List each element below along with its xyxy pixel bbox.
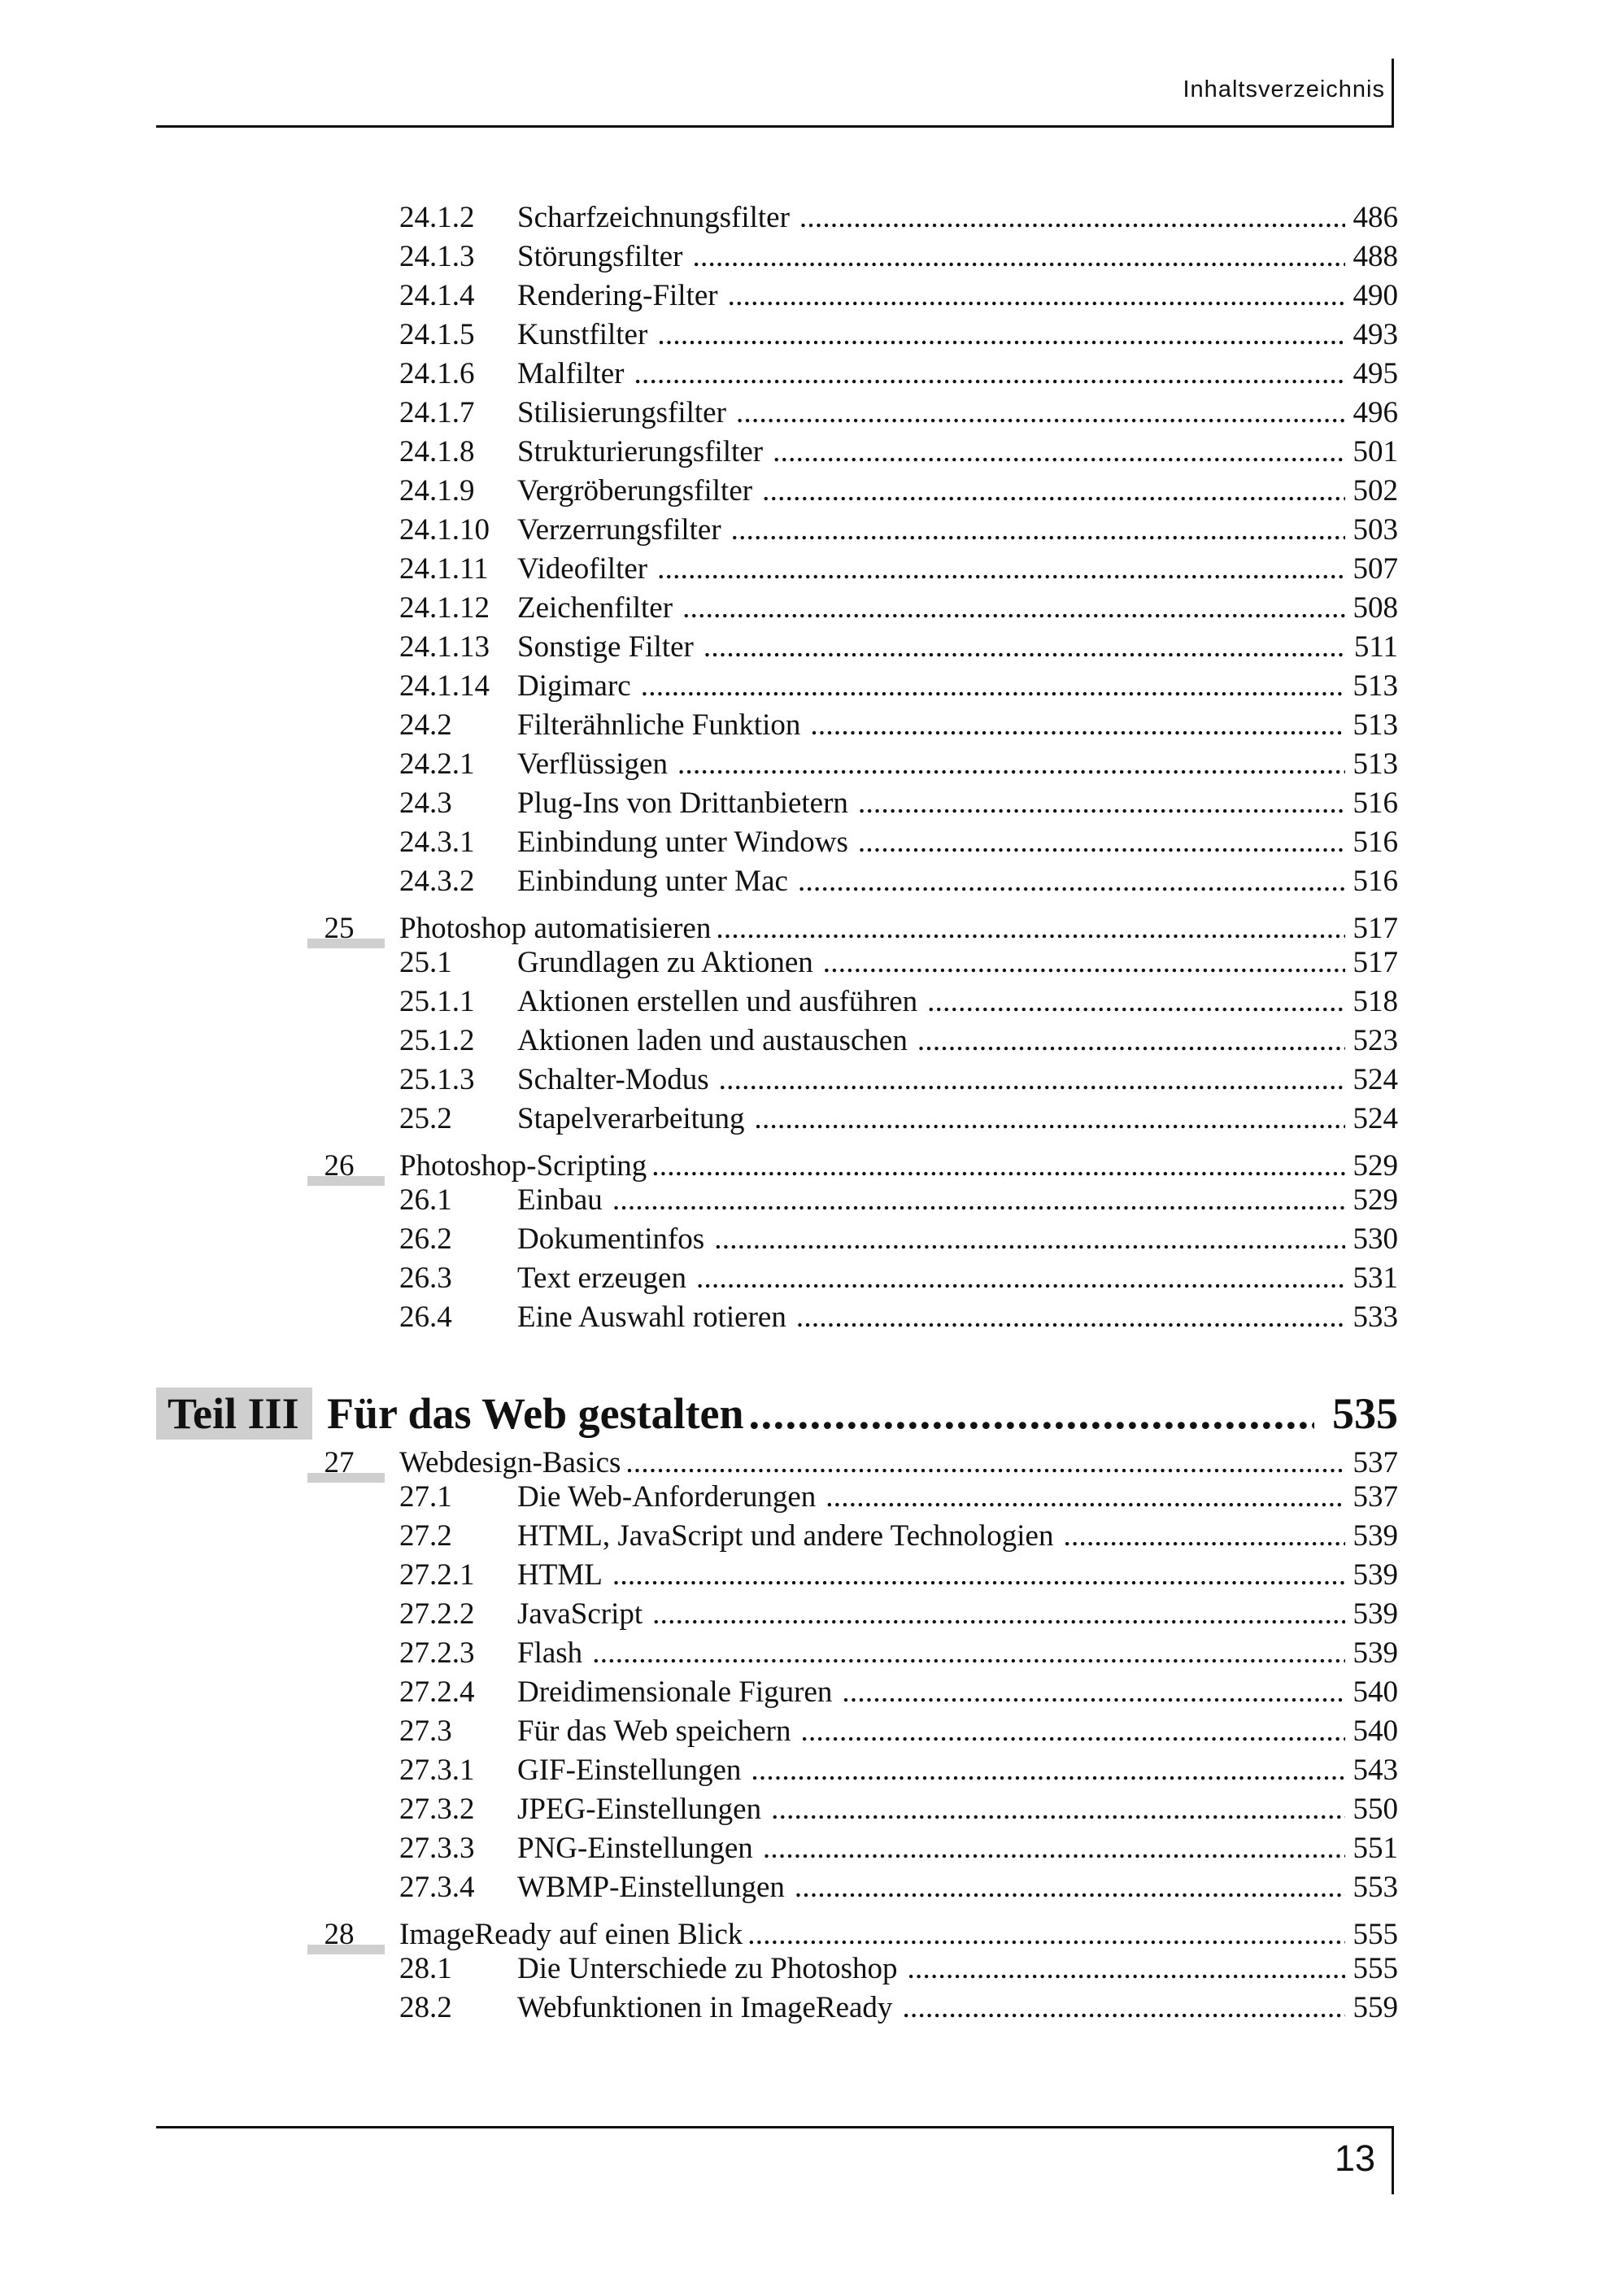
- toc-entry[interactable]: [399, 356, 1398, 392]
- entry-number: 24.1.6: [399, 357, 475, 390]
- leader-dots: [641, 669, 1345, 704]
- leader-dots: [927, 984, 1344, 1020]
- leader-dots: [696, 1261, 1345, 1296]
- entry-line: [517, 1101, 1398, 1137]
- entry-page: 530: [1353, 1222, 1398, 1256]
- toc-entry[interactable]: [399, 590, 1398, 626]
- entry-page: 551: [1353, 1832, 1398, 1865]
- entry-line: [517, 747, 1398, 782]
- toc-entry[interactable]: [399, 1597, 1398, 1632]
- chapter-number: 25: [324, 912, 355, 945]
- leader-dots: [657, 551, 1344, 587]
- entry-title: Rendering-Filter: [517, 279, 718, 312]
- entry-line: [517, 1792, 1398, 1828]
- entry-title: Strukturierungsfilter: [517, 435, 764, 468]
- entry-number: 26.1: [399, 1183, 452, 1217]
- footer-rule: [156, 2126, 1394, 2128]
- entry-title: WBMP-Einstellungen: [517, 1871, 785, 1904]
- leader-dots: [682, 590, 1344, 626]
- entry-title: HTML, JavaScript und andere Technologien: [517, 1519, 1054, 1553]
- toc-entry[interactable]: [399, 1222, 1398, 1257]
- toc-entry[interactable]: [399, 1558, 1398, 1593]
- toc-entry[interactable]: [399, 1518, 1398, 1554]
- toc-entry[interactable]: [399, 1753, 1398, 1788]
- toc-chapter-entry[interactable]: [307, 1148, 1398, 1184]
- entry-title: Photoshop-Scripting: [399, 1149, 647, 1183]
- entry-title: Dokumentinfos: [517, 1222, 705, 1256]
- leader-dots: [1063, 1518, 1344, 1554]
- entry-page: 539: [1353, 1558, 1398, 1592]
- part-leader-dots: [749, 1388, 1314, 1440]
- leader-dots: [652, 1597, 1344, 1632]
- leader-dots: [762, 473, 1344, 509]
- entry-line: [517, 786, 1398, 821]
- entry-line: [517, 1062, 1398, 1098]
- entry-line: [517, 1300, 1398, 1335]
- entry-title: GIF-Einstellungen: [517, 1754, 742, 1787]
- chapter-number: 27: [324, 1446, 355, 1479]
- entry-page: 540: [1353, 1675, 1398, 1709]
- leader-dots: [625, 1445, 1344, 1481]
- entry-title: Stapelverarbeitung: [517, 1102, 745, 1135]
- leader-dots: [773, 434, 1344, 470]
- entry-title: Filterähnliche Funktion: [517, 708, 801, 742]
- entry-number: 27.2.2: [399, 1597, 475, 1631]
- entry-line: [517, 239, 1398, 275]
- toc-entry[interactable]: [399, 708, 1398, 743]
- toc-chapter-entry[interactable]: [307, 911, 1398, 947]
- entry-page: 518: [1353, 985, 1398, 1018]
- entry-page: 493: [1353, 318, 1398, 351]
- leader-dots: [825, 1479, 1344, 1515]
- entry-number: 24.2: [399, 708, 452, 742]
- entry-number: 28.1: [399, 1952, 452, 1985]
- part-label: Teil III: [156, 1388, 312, 1440]
- entry-number: 27.2.1: [399, 1558, 475, 1592]
- toc-entry[interactable]: [399, 278, 1398, 314]
- entry-title: Flash: [517, 1636, 583, 1670]
- entry-number: 27.2.3: [399, 1636, 475, 1670]
- entry-number: 26.3: [399, 1261, 452, 1295]
- toc-chapter-entry[interactable]: [307, 1445, 1398, 1481]
- toc-entry[interactable]: [399, 551, 1398, 587]
- entry-number: 27.3: [399, 1714, 452, 1748]
- entry-page: 511: [1353, 630, 1398, 664]
- entry-title: Einbau: [517, 1183, 603, 1217]
- entry-line: [517, 395, 1398, 431]
- entry-page: 540: [1353, 1714, 1398, 1748]
- leader-dots: [795, 1870, 1345, 1906]
- entry-number: 24.1.11: [399, 552, 489, 586]
- toc-entry[interactable]: [399, 1023, 1398, 1059]
- entry-line: [517, 1597, 1398, 1632]
- entry-line: [517, 945, 1398, 981]
- leader-dots: [719, 1062, 1345, 1098]
- entry-title: Grundlagen zu Aktionen: [517, 946, 813, 979]
- entry-page: 517: [1353, 912, 1398, 945]
- entry-title: Die Unterschiede zu Photoshop: [517, 1952, 898, 1985]
- entry-page: 496: [1353, 396, 1398, 429]
- entry-line: [517, 278, 1398, 314]
- part-page: 535: [1332, 1389, 1398, 1438]
- leader-dots: [714, 1222, 1344, 1257]
- leader-dots: [634, 356, 1345, 392]
- leader-dots: [858, 786, 1345, 821]
- entry-title: Eine Auswahl rotieren: [517, 1300, 786, 1334]
- entry-line: [517, 630, 1398, 665]
- entry-page: 486: [1353, 201, 1398, 234]
- entry-line: [517, 669, 1398, 704]
- entry-page: 550: [1353, 1793, 1398, 1826]
- entry-number: 24.1.4: [399, 279, 475, 312]
- entry-line: [517, 1518, 1398, 1554]
- entry-page: 555: [1353, 1952, 1398, 1985]
- entry-page: 513: [1353, 708, 1398, 742]
- toc-entry[interactable]: [399, 1183, 1398, 1218]
- entry-number: 24.1.7: [399, 396, 475, 429]
- entry-number: 24.1.12: [399, 591, 490, 625]
- entry-title: Stilisierungsfilter: [517, 396, 726, 429]
- toc-entry[interactable]: [399, 239, 1398, 275]
- entry-page: 539: [1353, 1519, 1398, 1553]
- entry-line: [399, 911, 1398, 947]
- leader-dots: [798, 864, 1345, 900]
- entry-line: [517, 1831, 1398, 1867]
- entry-number: 24.1.5: [399, 318, 475, 351]
- part-line: [327, 1388, 1398, 1440]
- part-title: Für das Web gestalten: [327, 1389, 744, 1438]
- entry-page: 495: [1353, 357, 1398, 390]
- toc-entry[interactable]: [399, 1101, 1398, 1137]
- entry-number: 27.1: [399, 1480, 452, 1514]
- entry-line: [517, 512, 1398, 548]
- leader-dots: [677, 747, 1345, 782]
- entry-title: Störungsfilter: [517, 240, 683, 273]
- entry-number: 24.3.1: [399, 826, 475, 859]
- entry-page: 502: [1353, 474, 1398, 508]
- entry-number: 27.2: [399, 1519, 452, 1553]
- toc-entry[interactable]: [399, 825, 1398, 860]
- entry-title: Webfunktionen in ImageReady: [517, 1991, 893, 2024]
- entry-line: [517, 1951, 1398, 1987]
- entry-line: [517, 1753, 1398, 1788]
- entry-number: 25.1: [399, 946, 452, 979]
- entry-number: 24.3: [399, 786, 452, 820]
- entry-page: 513: [1353, 747, 1398, 781]
- entry-line: [517, 1990, 1398, 2026]
- leader-dots: [810, 708, 1344, 743]
- entry-page: 516: [1353, 865, 1398, 898]
- leader-dots: [917, 1023, 1345, 1059]
- entry-title: Aktionen erstellen und ausführen: [517, 985, 918, 1018]
- leader-dots: [771, 1792, 1344, 1828]
- toc-entry[interactable]: [399, 945, 1398, 981]
- entry-number: 24.1.3: [399, 240, 475, 273]
- entry-number: 24.1.10: [399, 513, 490, 547]
- running-header: Inhaltsverzeichnis: [1183, 76, 1385, 102]
- entry-title: Dreidimensionale Figuren: [517, 1675, 833, 1709]
- leader-dots: [716, 911, 1344, 947]
- toc-entry[interactable]: [399, 512, 1398, 548]
- entry-title: Vergröberungsfilter: [517, 474, 753, 508]
- leader-dots: [692, 239, 1344, 275]
- entry-line: [517, 1261, 1398, 1296]
- entry-title: ImageReady auf einen Blick: [399, 1918, 743, 1951]
- entry-line: [517, 434, 1398, 470]
- entry-page: 516: [1353, 826, 1398, 859]
- leader-dots: [842, 1675, 1344, 1710]
- entry-number: 27.3.4: [399, 1871, 475, 1904]
- toc-entry[interactable]: [399, 1951, 1398, 1987]
- entry-number: 25.1.2: [399, 1024, 475, 1057]
- leader-dots: [902, 1990, 1344, 2026]
- toc-entry[interactable]: [399, 1714, 1398, 1749]
- leader-dots: [796, 1300, 1345, 1335]
- toc-entry[interactable]: [399, 984, 1398, 1020]
- entry-title: Für das Web speichern: [517, 1714, 791, 1748]
- entry-line: [517, 1479, 1398, 1515]
- entry-title: Schalter-Modus: [517, 1063, 709, 1096]
- toc-entry[interactable]: [399, 1990, 1398, 2026]
- entry-line: [517, 1714, 1398, 1749]
- entry-title: Aktionen laden und austauschen: [517, 1024, 908, 1057]
- entry-page: 490: [1353, 279, 1398, 312]
- entry-number: 25.1.1: [399, 985, 475, 1018]
- entry-number: 26.4: [399, 1300, 452, 1334]
- entry-page: 501: [1353, 435, 1398, 468]
- entry-page: 513: [1353, 669, 1398, 703]
- entry-title: Kunstfilter: [517, 318, 648, 351]
- entry-number: 24.1.8: [399, 435, 475, 468]
- entry-number: 27.3.1: [399, 1754, 475, 1787]
- leader-dots: [858, 825, 1345, 860]
- entry-number: 24.2.1: [399, 747, 475, 781]
- entry-page: 507: [1353, 552, 1398, 586]
- entry-page: 517: [1353, 946, 1398, 979]
- toc-entry[interactable]: [399, 1062, 1398, 1098]
- chapter-number: 26: [324, 1149, 355, 1183]
- toc-entry[interactable]: [399, 864, 1398, 900]
- leader-dots: [736, 395, 1345, 431]
- page-number: 13: [1334, 2137, 1375, 2179]
- entry-page: 531: [1353, 1261, 1398, 1295]
- entry-line: [517, 1183, 1398, 1218]
- entry-line: [517, 473, 1398, 509]
- entry-line: [517, 1222, 1398, 1257]
- leader-dots: [799, 200, 1345, 236]
- toc-entry[interactable]: [399, 434, 1398, 470]
- entry-title: Einbindung unter Windows: [517, 826, 848, 859]
- entry-page: 529: [1353, 1183, 1398, 1217]
- entry-line: [517, 825, 1398, 860]
- entry-title: Sonstige Filter: [517, 630, 694, 664]
- toc-entry[interactable]: [399, 1675, 1398, 1710]
- header-vertical-rule: [1392, 59, 1394, 128]
- entry-title: Plug-Ins von Drittanbietern: [517, 786, 848, 820]
- leader-dots: [754, 1101, 1344, 1137]
- entry-line: [517, 984, 1398, 1020]
- entry-line: [517, 1636, 1398, 1671]
- leader-dots: [800, 1714, 1344, 1749]
- toc-entry[interactable]: [399, 1870, 1398, 1906]
- toc-entry[interactable]: [399, 473, 1398, 509]
- entry-page: 533: [1353, 1300, 1398, 1334]
- leader-dots: [763, 1831, 1345, 1867]
- toc-entry[interactable]: [399, 747, 1398, 782]
- footer-vertical-rule: [1392, 2126, 1394, 2194]
- toc-entry[interactable]: [399, 1261, 1398, 1296]
- toc-entry[interactable]: [399, 786, 1398, 821]
- toc-chapter-entry[interactable]: [307, 1917, 1398, 1953]
- entry-title: JavaScript: [517, 1597, 643, 1631]
- entry-line: [517, 317, 1398, 353]
- chapter-number: 28: [324, 1918, 355, 1951]
- entry-title: Text erzeugen: [517, 1261, 686, 1295]
- entry-number: 27.3.3: [399, 1832, 475, 1865]
- entry-title: HTML: [517, 1558, 603, 1592]
- entry-title: PNG-Einstellungen: [517, 1832, 753, 1865]
- leader-dots: [728, 278, 1345, 314]
- header-rule: [156, 125, 1394, 128]
- entry-line: [399, 1917, 1398, 1953]
- leader-dots: [747, 1917, 1344, 1953]
- leader-dots: [731, 512, 1345, 548]
- entry-title: Digimarc: [517, 669, 631, 703]
- entry-line: [517, 551, 1398, 587]
- entry-title: Einbindung unter Mac: [517, 865, 788, 898]
- entry-title: Malfilter: [517, 357, 625, 390]
- leader-dots: [908, 1951, 1345, 1987]
- entry-page: 529: [1353, 1149, 1398, 1183]
- entry-number: 24.1.13: [399, 630, 490, 664]
- entry-page: 523: [1353, 1024, 1398, 1057]
- toc-entry[interactable]: [399, 200, 1398, 236]
- entry-page: 524: [1353, 1063, 1398, 1096]
- part-heading: [156, 1388, 1398, 1441]
- entry-page: 488: [1353, 240, 1398, 273]
- entry-page: 537: [1353, 1480, 1398, 1514]
- entry-page: 503: [1353, 513, 1398, 547]
- entry-page: 553: [1353, 1871, 1398, 1904]
- entry-title: Zeichenfilter: [517, 591, 673, 625]
- entry-line: [517, 1558, 1398, 1593]
- leader-dots: [823, 945, 1345, 981]
- entry-page: 539: [1353, 1597, 1398, 1631]
- entry-line: [399, 1445, 1398, 1481]
- leader-dots: [612, 1558, 1345, 1593]
- leader-dots: [703, 630, 1346, 665]
- entry-line: [517, 864, 1398, 900]
- entry-title: Videofilter: [517, 552, 648, 586]
- entry-line: [517, 590, 1398, 626]
- entry-page: 524: [1353, 1102, 1398, 1135]
- toc-entry[interactable]: [399, 1636, 1398, 1671]
- entry-title: Photoshop automatisieren: [399, 912, 712, 945]
- entry-page: 516: [1353, 786, 1398, 820]
- entry-title: Scharfzeichnungsfilter: [517, 201, 790, 234]
- entry-page: 537: [1353, 1446, 1398, 1479]
- leader-dots: [592, 1636, 1344, 1671]
- toc-entry[interactable]: [399, 1792, 1398, 1828]
- entry-line: [517, 1870, 1398, 1906]
- entry-line: [517, 1675, 1398, 1710]
- entry-line: [517, 356, 1398, 392]
- entry-title: Webdesign-Basics: [399, 1446, 621, 1479]
- entry-line: [399, 1148, 1398, 1184]
- leader-dots: [751, 1753, 1344, 1788]
- entry-page: 539: [1353, 1636, 1398, 1670]
- entry-title: Verzerrungsfilter: [517, 513, 721, 547]
- entry-title: Die Web-Anforderungen: [517, 1480, 817, 1514]
- entry-number: 26.2: [399, 1222, 452, 1256]
- entry-number: 25.2: [399, 1102, 452, 1135]
- entry-page: 543: [1353, 1754, 1398, 1787]
- entry-page: 559: [1353, 1991, 1398, 2024]
- toc-entry[interactable]: [399, 1300, 1398, 1335]
- entry-number: 24.3.2: [399, 865, 475, 898]
- leader-dots: [657, 317, 1344, 353]
- toc-entry[interactable]: [399, 669, 1398, 704]
- entry-page: 508: [1353, 591, 1398, 625]
- entry-page: 555: [1353, 1918, 1398, 1951]
- entry-line: [517, 200, 1398, 236]
- entry-number: 24.1.14: [399, 669, 490, 703]
- toc-entry[interactable]: [399, 1831, 1398, 1867]
- leader-dots: [612, 1183, 1345, 1218]
- entry-number: 25.1.3: [399, 1063, 475, 1096]
- entry-number: 27.3.2: [399, 1793, 475, 1826]
- entry-title: JPEG-Einstellungen: [517, 1793, 762, 1826]
- entry-line: [517, 708, 1398, 743]
- toc-entry[interactable]: [399, 1479, 1398, 1515]
- toc-entry[interactable]: [399, 395, 1398, 431]
- entry-number: 24.1.9: [399, 474, 475, 508]
- entry-number: 24.1.2: [399, 201, 475, 234]
- toc-entry[interactable]: [399, 630, 1398, 665]
- entry-title: Verflüssigen: [517, 747, 668, 781]
- entry-number: 28.2: [399, 1991, 452, 2024]
- entry-number: 27.2.4: [399, 1675, 475, 1709]
- leader-dots: [651, 1148, 1344, 1184]
- toc-entry[interactable]: [399, 317, 1398, 353]
- entry-line: [517, 1023, 1398, 1059]
